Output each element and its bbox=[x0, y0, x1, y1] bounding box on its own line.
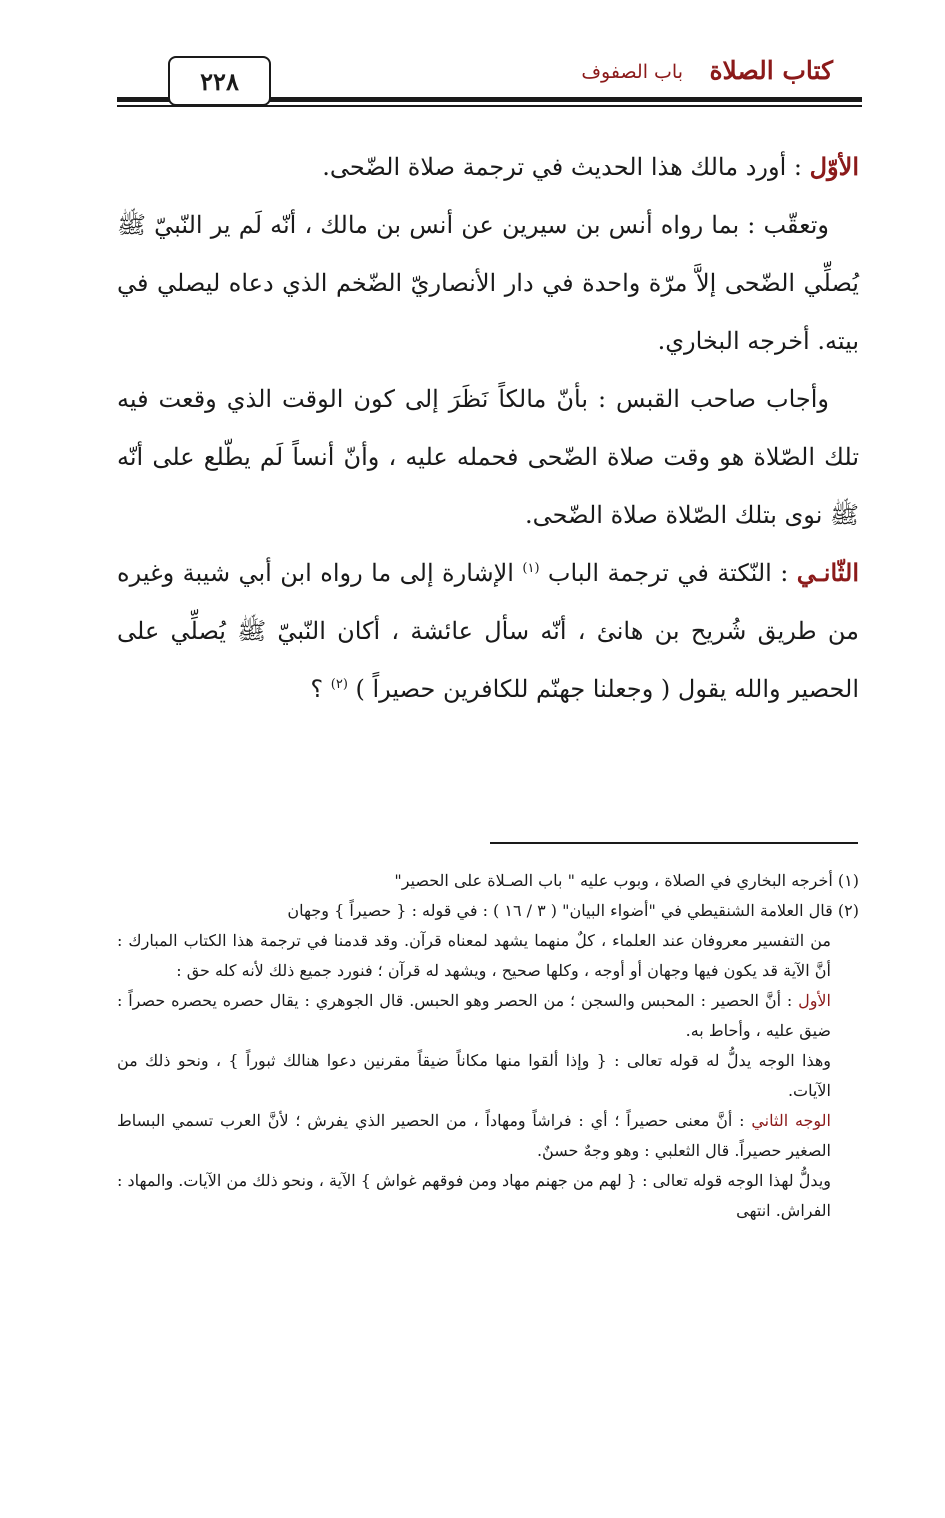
paragraph-objection: وتعقّب : بما رواه أنس بن سيرين عن أنس بن مالك ، أنّه لَم ير النّبيّ ﷺ يُصلِّي الضّحى إلاَّ مرّة واحدة في دار الأنصاريّ الضّخم الذي دعاه ليصلي في بيته. أخرجه البخاري. bbox=[117, 211, 859, 355]
footnote-2-cont: من التفسير معروفان عند العلماء ، كلٌ منهما يشهد لمعناه قرآن. وقد قدمنا في ترجمة هذا الكتاب المبارك : أنَّ الآية قد يكون فيها وجهان أو أوجه ، وكلها صحيح ، ويشهد له قرآن ؛ فنورد جميع ذلك لأنه كله حق : bbox=[117, 931, 831, 980]
footnote-2-first bbox=[117, 986, 859, 1046]
first-label: الأوّل bbox=[809, 152, 859, 181]
page-number: ٢٢٨ bbox=[168, 56, 271, 106]
book-title: كتاب الصلاة bbox=[709, 56, 833, 85]
footnote-2-second bbox=[117, 1106, 859, 1166]
footnote-2-second-evidence: ويدلُّ لهذا الوجه قوله تعالى : { لهم من جهنم مهاد ومن فوقهم غواش } الآية ، ونحو ذلك من الآيات. والمهاد : الفراش. انتهى bbox=[117, 1171, 831, 1220]
paragraph-first bbox=[117, 138, 859, 196]
footnote-ref-2[interactable]: (٢) bbox=[330, 677, 348, 692]
footnote-second-label: الوجه الثاني bbox=[751, 1111, 832, 1130]
second-text-b: الإشارة إلى ما رواه ابن أبي شيبة وغيره من طريق شُريح بن هانئ ، أنّه سأل عائشة ، أكان النّبيّ ﷺ يُصلِّي على الحصير والله يقول ( وجعلنا جهنّم للكافرين حصيراً ) bbox=[117, 559, 859, 703]
footnote-2-head: (٢) قال العلامة الشنقيطي في "أضواء البيان" ( ٣ / ١٦ ) : في قوله : { حصيراً } وجهان bbox=[287, 901, 859, 920]
main-text bbox=[117, 138, 859, 718]
footnote-2-first-evidence: وهذا الوجه يدلُّ له قوله تعالى : { وإذا ألقوا منها مكاناً ضيقاً مقرنين دعوا هنالك ثبوراً } ، ونحو ذلك من الآيات. bbox=[117, 1051, 831, 1100]
footnote-first-text: : أنَّ الحصير : المحبس والسجن ؛ من الحصر وهو الحبس. قال الجوهري : يقال حصره يحصره حصراً : ضيق عليه ، وأحاط به. bbox=[117, 991, 831, 1040]
footnotes bbox=[117, 866, 859, 1226]
paragraph-answer: وأجاب صاحب القبس : بأنّ مالكاً نَظَرَ إلى كون الوقت الذي وقعت فيه تلك الصّلاة هو وقت صلاة الضّحى فحمله عليه ، وأنّ أنساً لَم يطّلع على أنّه ﷺ نوى بتلك الصّلاة صلاة الضّحى. bbox=[117, 385, 860, 529]
paragraph-second bbox=[117, 544, 859, 718]
footnote-1: (١) أخرجه البخاري في الصلاة ، وبوب عليه " باب الصـلاة على الحصير" bbox=[394, 871, 859, 890]
footnote-ref-1[interactable]: (١) bbox=[522, 561, 540, 576]
first-text: : أورد مالك هذا الحديث في ترجمة صلاة الضّحى. bbox=[322, 153, 810, 181]
second-text-a: : النّكتة في ترجمة الباب bbox=[539, 559, 797, 587]
footnote-second-text: : أنَّ معنى حصيراً ؛ أي : فراشاً ومهاداً ، من الحصير الذي يفرش ؛ لأنَّ العرب تسمي البساط الصغير حصيراً. قال الثعلبي : وهو وجهٌ حسنٌ. bbox=[117, 1111, 831, 1160]
second-text-c: ؟ bbox=[310, 675, 331, 703]
footnote-first-label: الأول bbox=[798, 991, 831, 1010]
second-label: الثّانـي bbox=[796, 558, 859, 587]
chapter-title: باب الصفوف bbox=[581, 61, 683, 83]
footnote-separator bbox=[490, 842, 858, 844]
